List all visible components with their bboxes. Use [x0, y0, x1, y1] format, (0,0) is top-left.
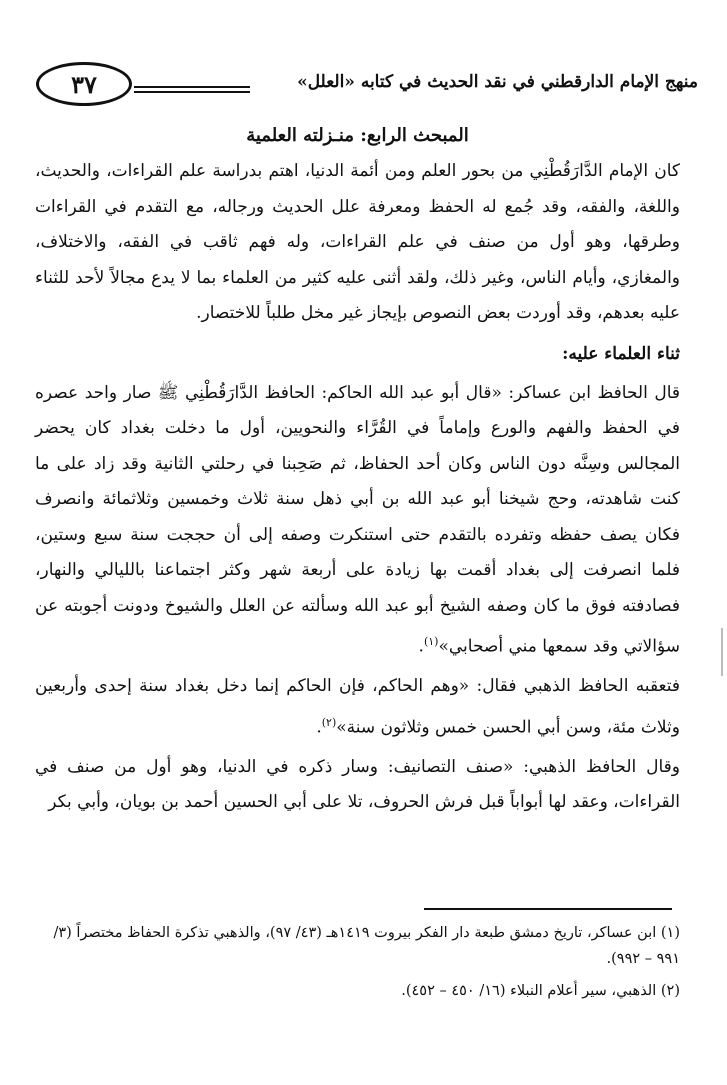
- footnotes: [35, 920, 680, 1010]
- footnote-ref-1: (١): [423, 635, 439, 648]
- footnote-ref-2: (٢): [321, 715, 337, 729]
- header-double-rule: [134, 86, 250, 96]
- dhahabi-paragraph: [35, 669, 680, 746]
- subheading: ثناء العلماء عليه:: [562, 343, 680, 364]
- quote-paragraph: [35, 376, 680, 666]
- quote-text: قال الحافظ ابن عساكر: «قال أبو عبد الله الحاكم: الحافظ الدَّارَقُطْنِي ﷺ صار واحد عصره في الحفظ والفهم والورع وإماماً في القُرَّاء والنحويين، أول ما دخلت بغداد كان يحضر المجالس وسِنَّه دون الناس وكان أحد الحفاظ، ثم صَحِبنا في رحلتي الثانية وقد زاد على ما كنت شاهدته، وحج شيخنا أبو عبد الله بن أبي ذهل سنة ثلاث وخمسين وثلاثمائة وانصرف فكان يصف حفظه وتفرده بالتقدم حتى استنكرت وصفه إلى أن حججت سنة سبع وستين، فلما انصرفت إلى بغداد أقمت بها زيادة على أربعة شهر وكثر اجتماعنا بالليالي والنهار، فصادفته فوق ما كان وصفه الشيخ أبو عبد الله وسألته عن العلل والشيوخ ودونت أجوبته عن سؤالاتي وقد سمعها مني أصحابي»: [35, 382, 681, 657]
- page-body: [35, 118, 680, 825]
- section-title: المبحث الرابع: منـزلته العلمية: [246, 125, 469, 146]
- footnote-2: (٢) الذهبي، سير أعلام النبلاء (١٦/ ٤٥٠ – ٤٥٢).: [401, 983, 680, 999]
- footnote-separator: [424, 908, 672, 910]
- last-paragraph: وقال الحافظ الذهبي: «صنف التصانيف: وسار ذكره في الدنيا، وهو أول من صنف في القراءات، وعقد لها أبواباً قبل فرش الحروف، تلا على أبي الحسين أحمد بن بويان، وأبي بكر: [35, 756, 680, 813]
- intro-paragraph: كان الإمام الدَّارَقُطْنِي من بحور العلم ومن أئمة الدنيا، اهتم بدراسة علم القراءات، والحديث، واللغة، والفقه، وقد جُمع له الحفظ ومعرفة علل الحديث ورجاله، مع التقدم في القراءات وطرقها، وهو أول من صنف في علم القراءات، وله فهم ثاقب في الفقه، والاختلاف، والمغازي، وأيام الناس، وغير ذلك، ولقد أثنى عليه كثير من العلماء بما لا يدع مجالاً لأحد للثناء عليه بعدهم، وقد أوردت بعض النصوص بإيجاز غير مخل طلباً للاختصار.: [35, 161, 680, 323]
- dhahabi-text: فتعقبه الحافظ الذهبي فقال: «وهم الحاكم، فإن الحاكم إنما دخل بغداد سنة إحدى وأربعين وثلاث مئة، وسن أبي الحسن خمس وثلاثون سنة»: [35, 676, 680, 738]
- dhahabi-end: .: [316, 717, 322, 738]
- margin-mark: [721, 628, 723, 676]
- page-header: [36, 62, 698, 112]
- page-number: [36, 62, 132, 106]
- footnote-1: (١) ابن عساكر، تاريخ دمشق طبعة دار الفكر بيروت ١٤١٩هـ (٤٣/ ٩٧)، والذهبي تذكرة الحفاظ مختصراً (٣/ ٩٩١ – ٩٩٢).: [53, 925, 680, 967]
- running-title: منهج الإمام الدارقطني في نقد الحديث في كتابه «العلل»: [297, 72, 698, 92]
- quote-end: .: [418, 636, 424, 657]
- page-number-text: ٣٧: [71, 69, 97, 99]
